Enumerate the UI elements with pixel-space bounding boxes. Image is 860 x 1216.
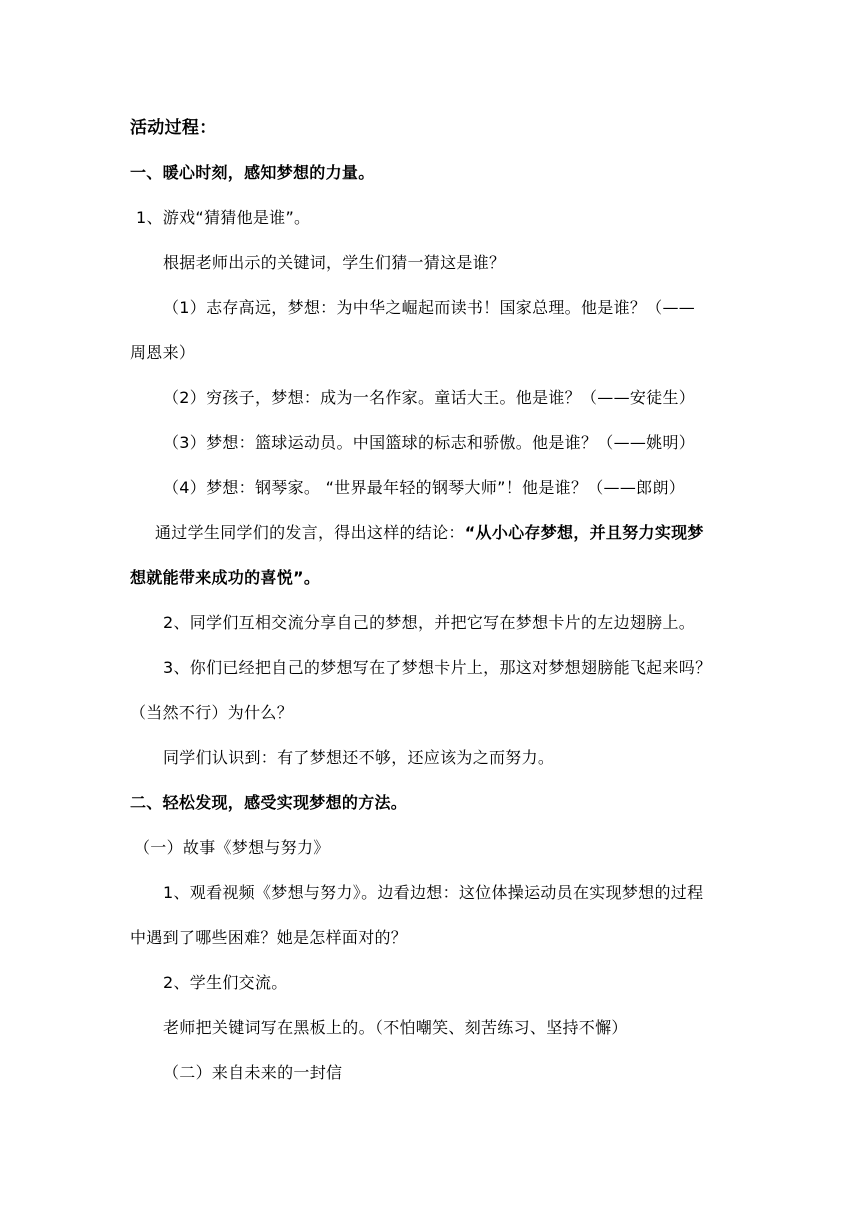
activity-process-title: 活动过程： bbox=[130, 118, 217, 138]
section1-intro: 根据老师出示的关键词，学生们猜一猜这是谁？ bbox=[163, 253, 506, 272]
clue3: （3）梦想：篮球运动员。中国篮球的标志和骄傲。他是谁？（——姚明） bbox=[163, 433, 696, 452]
clue1-line2: 周恩来） bbox=[130, 343, 196, 362]
section1-item2: 2、同学们互相交流分享自己的梦想，并把它写在梦想卡片的左边翅膀上。 bbox=[163, 613, 696, 632]
section1-heading: 一、暖心时刻，感知梦想的力量。 bbox=[130, 163, 375, 182]
section2-sub1: （一）故事《梦想与努力》 bbox=[134, 838, 330, 857]
section1-realize: 同学们认识到：有了梦想还不够，还应该为之而努力。 bbox=[163, 748, 555, 767]
section2-sub2: （二）来自未来的一封信 bbox=[163, 1063, 343, 1082]
conclusion-line2: 想就能带来成功的喜悦”。 bbox=[130, 568, 321, 587]
sub1-item1-line2: 中遇到了哪些困难？她是怎样面对的？ bbox=[130, 928, 408, 947]
sub1-item1-line1: 1、观看视频《梦想与努力》。边看边想：这位体操运动员在实现梦想的过程 bbox=[163, 883, 704, 902]
sub1-item2: 2、学生们交流。 bbox=[163, 973, 288, 992]
section1-item3-line2: （当然不行）为什么？ bbox=[130, 703, 294, 722]
conclusion-prefix: 通过学生同学们的发言，得出这样的结论： bbox=[155, 523, 465, 542]
clue4: （4）梦想：钢琴家。 “世界最年轻的钢琴大师”！他是谁？（——郎朗） bbox=[163, 478, 686, 497]
conclusion-bold-1: “从小心存梦想，并且努力实现梦 bbox=[464, 523, 704, 542]
keywords-line: 老师把关键词写在黑板上的。（不怕嘲笑、刻苦练习、坚持不懈） bbox=[163, 1018, 628, 1037]
clue2: （2）穷孩子，梦想：成为一名作家。童话大王。他是谁？（——安徒生） bbox=[163, 388, 696, 407]
section1-item3-line1: 3、你们已经把自己的梦想写在了梦想卡片上，那这对梦想翅膀能飞起来吗？ bbox=[163, 658, 712, 677]
section2-heading: 二、轻松发现，感受实现梦想的方法。 bbox=[130, 793, 408, 812]
clue1-line1: （1）志存高远，梦想：为中华之崛起而读书！国家总理。他是谁？（—— bbox=[163, 298, 696, 317]
section1-item1: 1、游戏“猜猜他是谁”。 bbox=[136, 208, 311, 227]
conclusion-line1 bbox=[155, 522, 755, 544]
